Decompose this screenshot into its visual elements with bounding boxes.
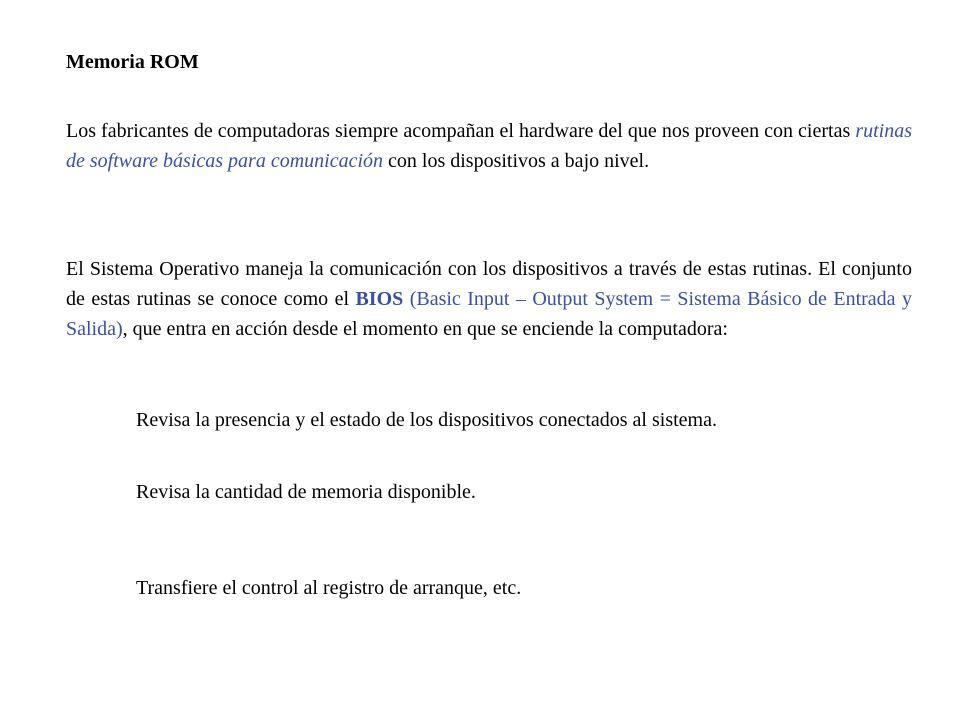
list-item: Revisa la presencia y el estado de los dispositivos conectados al sistema. — [136, 409, 717, 431]
paragraph1-text-start: Los fabricantes de computadoras siempre acompañan el hardware del que nos proveen con ciertas — [66, 120, 856, 142]
bios-term: BIOS — [355, 288, 404, 310]
paragraph2-text-end: , que entra en acción desde el momento en que se enciende la computadora: — [122, 318, 728, 340]
list-item: Transfiere el control al registro de arranque, etc. — [136, 577, 522, 599]
paragraph-rom-intro — [66, 116, 912, 176]
paragraph1-text-end: con los dispositivos a bajo nivel. — [383, 150, 650, 172]
slide-title: Memoria ROM — [66, 51, 199, 73]
paragraph1-highlight: rutinas de software básicas para comunicación — [66, 120, 912, 172]
paragraph2-text-start: El Sistema Operativo maneja la comunicación con los dispositivos a través de estas rutinas. El conjunto de estas rutinas se conoce como el — [66, 258, 912, 310]
bios-expansion: (Basic Input – Output System = Sistema Básico de Entrada y Salida) — [66, 288, 912, 340]
paragraph-bios — [66, 254, 912, 344]
list-item: Revisa la cantidad de memoria disponible. — [136, 481, 476, 503]
